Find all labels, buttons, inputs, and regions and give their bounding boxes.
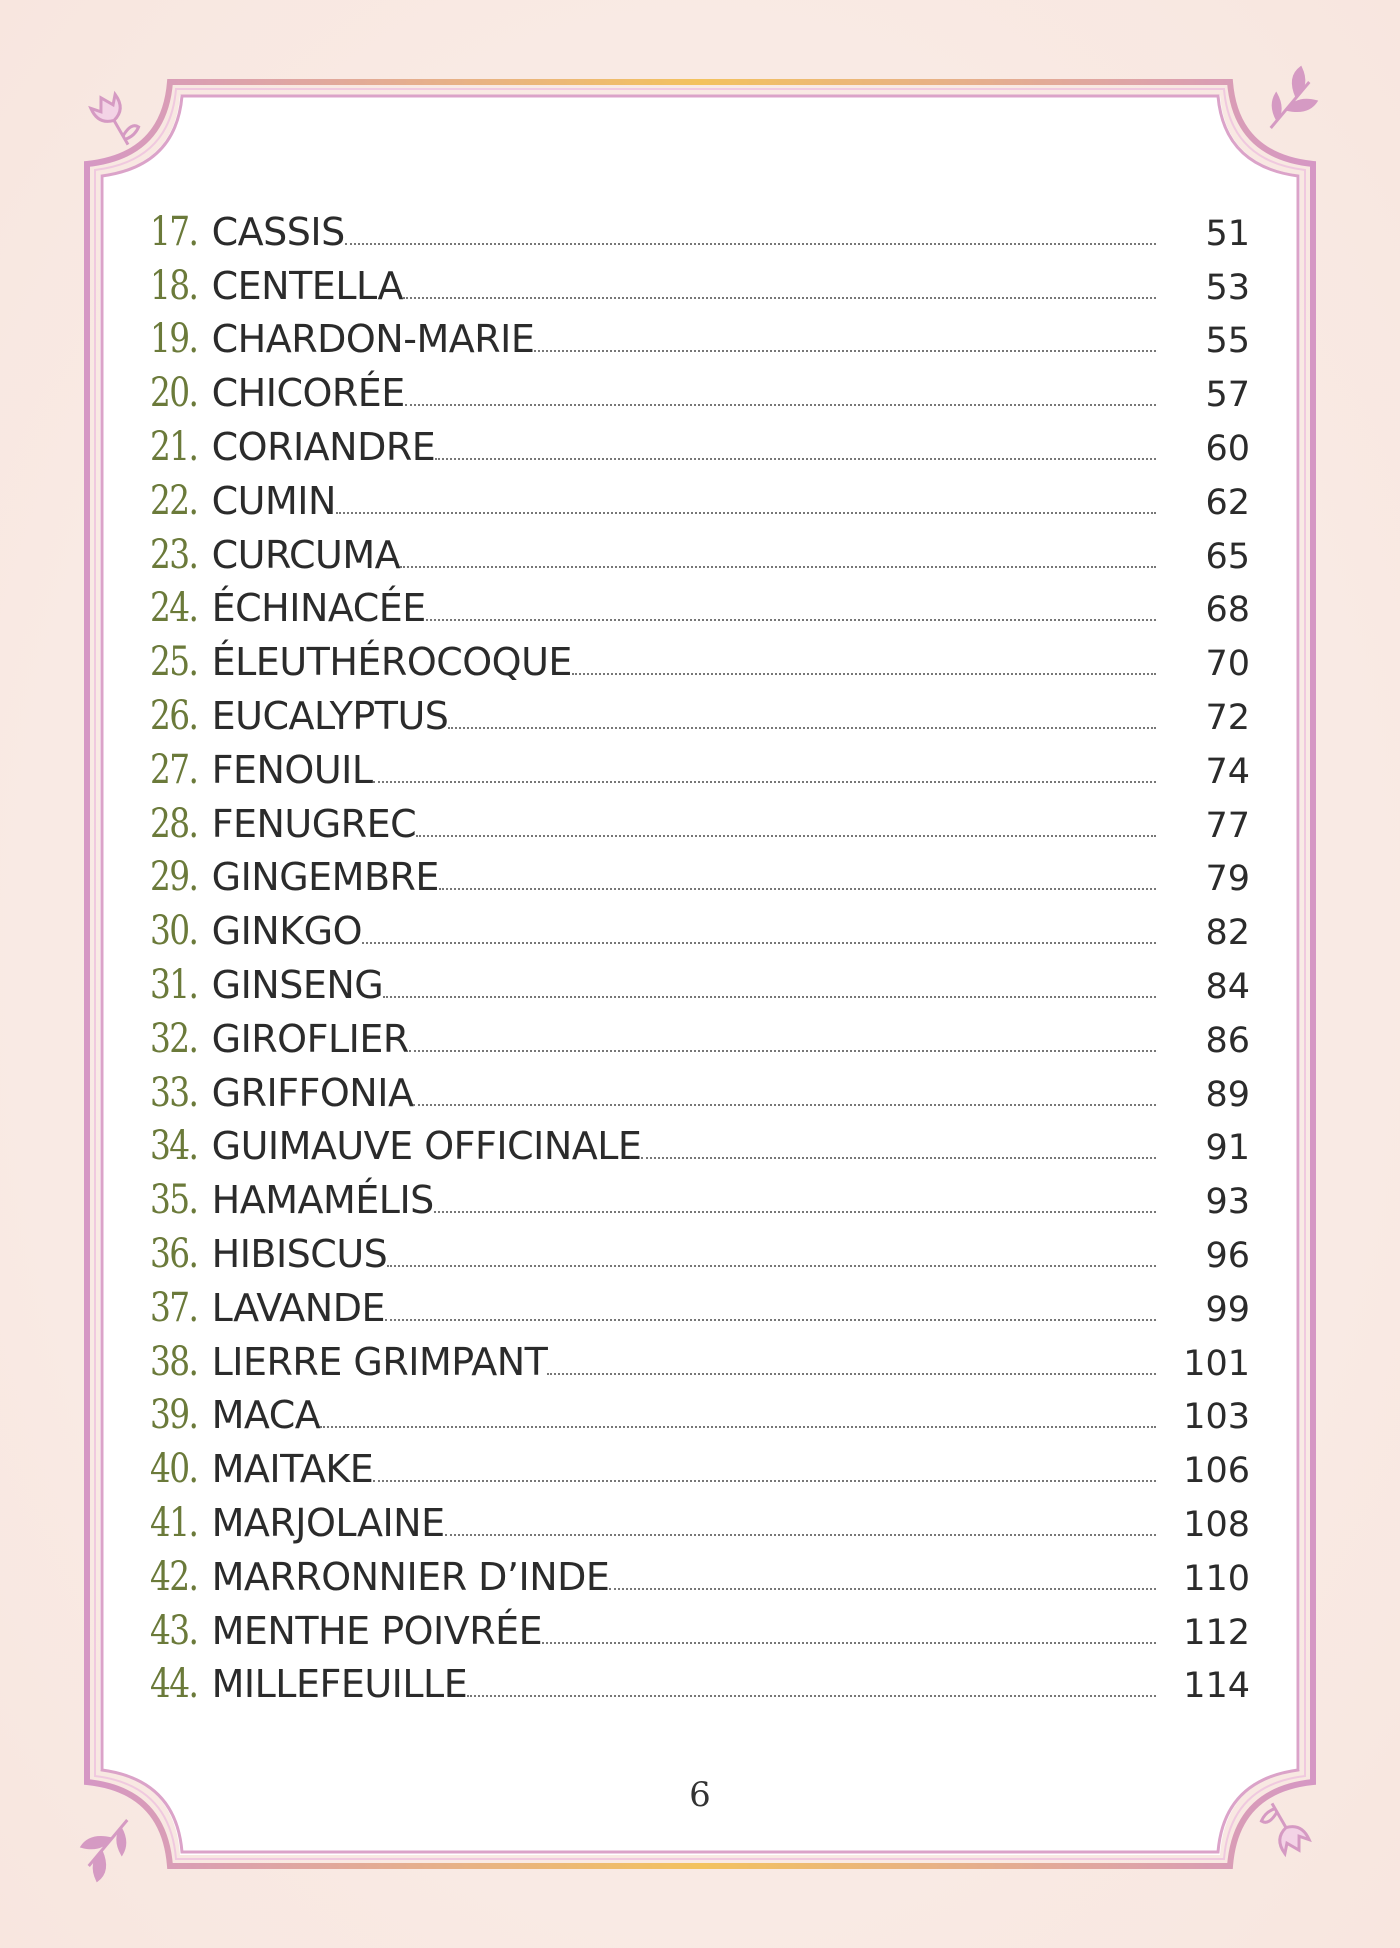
toc-entry-number: 33. xyxy=(150,1069,198,1116)
toc-dot-leader xyxy=(362,902,1156,956)
toc-dot-leader xyxy=(445,1494,1156,1548)
toc-entry-title: ÉLEUTHÉROCOQUE xyxy=(211,640,572,685)
toc-entry[interactable] xyxy=(150,1171,1250,1225)
toc-entry[interactable] xyxy=(150,1602,1250,1656)
toc-entry-page: 65 xyxy=(1205,536,1250,577)
toc-entry-page: 108 xyxy=(1183,1504,1250,1545)
toc-entry[interactable] xyxy=(150,257,1250,311)
toc-entry-number: 22. xyxy=(150,477,198,524)
toc-entry-number: 27. xyxy=(150,746,198,793)
toc-entry-number: 29. xyxy=(150,854,198,901)
toc-entry-title: GRIFFONIA xyxy=(211,1070,414,1115)
toc-entry-title: MARRONNIER D’INDE xyxy=(211,1554,610,1599)
toc-entry-number: 24. xyxy=(150,585,198,632)
toc-entry[interactable] xyxy=(150,1548,1250,1602)
toc-entry-title: MARJOLAINE xyxy=(211,1500,445,1545)
toc-entry[interactable] xyxy=(150,203,1250,257)
toc-dot-leader xyxy=(320,1387,1156,1441)
toc-entry[interactable] xyxy=(150,526,1250,580)
toc-entry-page: 106 xyxy=(1183,1451,1250,1492)
toc-entry-page: 114 xyxy=(1183,1666,1250,1707)
toc-entry-title: FENUGREC xyxy=(211,801,417,846)
toc-entry[interactable] xyxy=(150,633,1250,687)
toc-entry-page: 53 xyxy=(1205,267,1250,308)
toc-entry-number: 31. xyxy=(150,961,198,1008)
toc-entry[interactable] xyxy=(150,1387,1250,1441)
toc-dot-leader xyxy=(609,1548,1156,1602)
toc-entry-title: GIROFLIER xyxy=(211,1016,409,1061)
toc-entry[interactable] xyxy=(150,1064,1250,1118)
toc-entry-number: 26. xyxy=(150,692,198,739)
tulip-icon xyxy=(89,89,144,152)
toc-entry-title: LIERRE GRIMPANT xyxy=(211,1339,548,1384)
toc-entry-title: GUIMAUVE OFFICINALE xyxy=(211,1124,642,1169)
toc-dot-leader xyxy=(547,1333,1156,1387)
toc-entry-title: MACA xyxy=(211,1393,321,1438)
toc-entry[interactable] xyxy=(150,956,1250,1010)
toc-entry[interactable] xyxy=(150,741,1250,795)
toc-entry[interactable] xyxy=(150,1494,1250,1548)
toc-entry-number: 42. xyxy=(150,1553,198,1600)
toc-entry-title: CHARDON-MARIE xyxy=(211,317,535,362)
toc-entry-page: 110 xyxy=(1183,1558,1250,1599)
toc-entry-title: EUCALYPTUS xyxy=(211,693,449,738)
toc-entry-page: 79 xyxy=(1205,859,1250,900)
table-of-contents xyxy=(150,203,1250,1709)
toc-dot-leader xyxy=(434,1171,1156,1225)
toc-dot-leader xyxy=(405,364,1156,418)
toc-entry-number: 19. xyxy=(150,316,198,363)
toc-entry-number: 18. xyxy=(150,262,198,309)
toc-entry-number: 20. xyxy=(150,370,198,417)
toc-entry[interactable] xyxy=(150,1656,1250,1710)
leaf-sprig-icon xyxy=(1257,66,1327,140)
toc-entry-page: 96 xyxy=(1205,1235,1250,1276)
toc-dot-leader xyxy=(385,1279,1156,1333)
toc-entry-page: 101 xyxy=(1183,1343,1250,1384)
toc-entry-page: 62 xyxy=(1205,482,1250,523)
toc-dot-leader xyxy=(467,1656,1156,1710)
toc-entry-title: ÉCHINACÉE xyxy=(211,586,426,631)
toc-entry-number: 35. xyxy=(150,1177,198,1224)
toc-dot-leader xyxy=(448,687,1156,741)
toc-entry-number: 38. xyxy=(150,1338,198,1385)
toc-entry-title: HAMAMÉLIS xyxy=(211,1178,434,1223)
toc-dot-leader xyxy=(373,1440,1156,1494)
toc-entry-page: 93 xyxy=(1205,1182,1250,1223)
toc-entry-number: 39. xyxy=(150,1392,198,1439)
toc-entry[interactable] xyxy=(150,1225,1250,1279)
toc-entry-title: CORIANDRE xyxy=(211,424,436,469)
toc-entry[interactable] xyxy=(150,311,1250,365)
toc-entry-title: GINGEMBRE xyxy=(211,855,439,900)
toc-dot-leader xyxy=(416,795,1156,849)
toc-entry-page: 112 xyxy=(1183,1612,1250,1653)
toc-entry-title: GINSENG xyxy=(211,962,384,1007)
toc-entry[interactable] xyxy=(150,1333,1250,1387)
toc-dot-leader xyxy=(641,1118,1156,1172)
toc-entry-page: 84 xyxy=(1205,966,1250,1007)
toc-entry-title: MILLEFEUILLE xyxy=(211,1662,468,1707)
toc-entry-page: 51 xyxy=(1205,213,1250,254)
toc-entry[interactable] xyxy=(150,1279,1250,1333)
toc-dot-leader xyxy=(435,418,1156,472)
toc-entry-title: CASSIS xyxy=(211,209,345,254)
toc-entry-number: 40. xyxy=(150,1446,198,1493)
leaf-sprig-icon xyxy=(71,1808,141,1882)
toc-entry-number: 28. xyxy=(150,800,198,847)
toc-entry-number: 37. xyxy=(150,1284,198,1331)
toc-entry-title: MENTHE POIVRÉE xyxy=(211,1608,543,1653)
toc-entry[interactable] xyxy=(150,795,1250,849)
toc-entry-number: 17. xyxy=(150,208,198,255)
toc-entry-page: 77 xyxy=(1205,805,1250,846)
toc-entry-number: 21. xyxy=(150,423,198,470)
toc-entry-title: CENTELLA xyxy=(211,263,404,308)
toc-entry-number: 32. xyxy=(150,1015,198,1062)
toc-entry-title: CURCUMA xyxy=(211,532,401,577)
toc-dot-leader xyxy=(400,526,1156,580)
toc-dot-leader xyxy=(345,203,1156,257)
toc-entry[interactable] xyxy=(150,849,1250,903)
toc-entry[interactable] xyxy=(150,580,1250,634)
toc-entry[interactable] xyxy=(150,1440,1250,1494)
toc-entry-title: MAITAKE xyxy=(211,1447,374,1492)
toc-entry[interactable] xyxy=(150,418,1250,472)
toc-entry-number: 36. xyxy=(150,1230,198,1277)
toc-dot-leader xyxy=(373,741,1156,795)
toc-entry-page: 72 xyxy=(1205,697,1250,738)
toc-entry-page: 86 xyxy=(1205,1020,1250,1061)
toc-entry-title: FENOUIL xyxy=(211,747,373,792)
toc-entry-page: 99 xyxy=(1205,1289,1250,1330)
page-number: 6 xyxy=(689,1775,711,1815)
toc-entry-number: 25. xyxy=(150,639,198,686)
toc-dot-leader xyxy=(426,580,1156,634)
toc-entry-number: 23. xyxy=(150,531,198,578)
toc-dot-leader xyxy=(572,633,1156,687)
toc-dot-leader xyxy=(336,472,1156,526)
toc-entry-number: 44. xyxy=(150,1661,198,1708)
toc-entry-page: 89 xyxy=(1205,1074,1250,1115)
toc-dot-leader xyxy=(387,1225,1156,1279)
toc-entry-page: 82 xyxy=(1205,913,1250,954)
toc-entry-page: 68 xyxy=(1205,590,1250,631)
toc-dot-leader xyxy=(439,849,1156,903)
toc-entry[interactable] xyxy=(150,1118,1250,1172)
toc-entry-page: 91 xyxy=(1205,1128,1250,1169)
toc-dot-leader xyxy=(413,1064,1156,1118)
toc-entry-title: CUMIN xyxy=(211,478,336,523)
toc-dot-leader xyxy=(403,257,1156,311)
toc-entry-title: LAVANDE xyxy=(211,1285,385,1330)
toc-entry[interactable] xyxy=(150,364,1250,418)
toc-dot-leader xyxy=(409,1010,1156,1064)
toc-dot-leader xyxy=(542,1602,1156,1656)
toc-entry[interactable] xyxy=(150,1010,1250,1064)
toc-dot-leader xyxy=(534,311,1156,365)
toc-entry-page: 60 xyxy=(1205,428,1250,469)
toc-entry-number: 34. xyxy=(150,1123,198,1170)
toc-entry-title: GINKGO xyxy=(211,909,362,954)
toc-entry-number: 30. xyxy=(150,908,198,955)
toc-dot-leader xyxy=(383,956,1156,1010)
toc-entry-number: 41. xyxy=(150,1499,198,1546)
toc-entry-number: 43. xyxy=(150,1607,198,1654)
toc-entry-page: 70 xyxy=(1205,644,1250,685)
toc-entry-title: HIBISCUS xyxy=(211,1231,388,1276)
toc-entry[interactable] xyxy=(150,472,1250,526)
toc-entry-title: CHICORÉE xyxy=(211,371,405,416)
toc-entry-page: 57 xyxy=(1205,375,1250,416)
toc-entry-page: 74 xyxy=(1205,751,1250,792)
toc-entry[interactable] xyxy=(150,687,1250,741)
toc-entry-page: 103 xyxy=(1183,1397,1250,1438)
toc-entry-page: 55 xyxy=(1205,321,1250,362)
toc-entry[interactable] xyxy=(150,902,1250,956)
